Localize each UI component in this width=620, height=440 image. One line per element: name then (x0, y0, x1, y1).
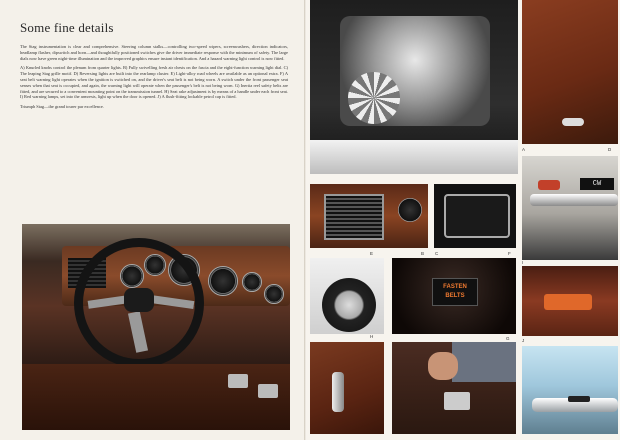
petrol-cap-photo (522, 346, 618, 434)
warning-light-dial (398, 198, 422, 222)
caption-e: E (370, 251, 374, 256)
fresh-air-vent-photo (310, 184, 428, 248)
alloy-wheel-photo (310, 258, 384, 334)
paragraph-tagline: Triumph Stag—the grand tourer par excellence. (20, 104, 104, 110)
caption-a: A (522, 147, 526, 152)
gauge-dial (264, 284, 284, 304)
caption-g: G (506, 336, 510, 341)
hand (428, 352, 458, 380)
fasten-belts-sign: FASTEN BELTS (432, 278, 478, 306)
caption-c: C (435, 251, 439, 256)
vent-grille (324, 194, 384, 240)
caption-i: I (522, 260, 524, 265)
caption-h: H (370, 334, 374, 339)
seat-rake-photo (310, 342, 384, 434)
paragraph-features: A) Knurled knobs control the plenum from quarter lights. B) Fully swivelling fresh air chests on the fascia and the eight-function warning light dial. C) The leaping Stag grille motif. D) Reversing lights are built into the rearlamp cluster. E) Light-alloy road wheels are available as an optional extra. F) A seat belt warning light operates when the ignition is switched on, and the driver's seat belt is not being worn. A switch under the front passenger seat senses when that seat is occupied, and again, the warning light will operate when the passenger's belt is not being worn. G) Inertia reel safety belts are fitted, and are secured to a convenient mounting point on the transmission tunnel. H) Seat rake adjustment is by means of a handle under each front seat. I) Red warning lamps, set into the armrests, light up when the door is opened. J) A flush-fitting lockable petrol cap is fitted. (20, 65, 288, 100)
caption-d: D (608, 147, 612, 152)
number-plate: CW (580, 178, 614, 190)
alloy-wheel (322, 278, 376, 332)
seatbelt-buckle (444, 392, 470, 410)
stag-badge-photo (434, 184, 516, 248)
seatbelt-buckle-photo (392, 342, 516, 434)
seat-rake-handle (332, 372, 344, 412)
pedal (258, 384, 278, 398)
display-table (310, 140, 518, 174)
wheel-hub (124, 288, 154, 312)
jacket-sleeve (452, 342, 516, 382)
body-text (20, 44, 288, 114)
seatbelt-warning-photo (392, 258, 516, 334)
engine-photo (310, 0, 518, 174)
stag-boot-badge (568, 396, 590, 402)
stag-emblem (444, 194, 510, 238)
caption-b: B (421, 251, 425, 256)
caption-f: F (508, 251, 511, 256)
engine-fan (348, 72, 400, 124)
dashboard-photo (22, 224, 290, 430)
tachometer-dial (208, 266, 238, 296)
door-photo (522, 0, 618, 144)
paragraph-intro: The Stag instrumentation is clear and comprehensive. Steering column stalks—controlling two-speed wipers, screenwashers, direction indicators, headlamp flasher, dipswitch and horn—and thoughtfully positioned switches give the driver immediate response with the minimum of safety. The large dials now have green night-time illumination and the improved graphics ensure instant identification. And a hazard warning light control is now fitted. (20, 44, 288, 61)
caption-j: J (522, 338, 525, 343)
gauge-dial (242, 272, 262, 292)
page-title: Some fine details (20, 20, 114, 35)
rear-lamp-photo (522, 156, 618, 260)
door-warning-lamp (544, 294, 592, 310)
rear-bumper (530, 194, 618, 206)
pedal (228, 374, 248, 388)
rear-lamp (538, 180, 560, 190)
door-handle (562, 118, 584, 126)
door-warning-lamp-photo (522, 266, 618, 336)
left-page (0, 0, 306, 440)
footwell (22, 364, 290, 430)
